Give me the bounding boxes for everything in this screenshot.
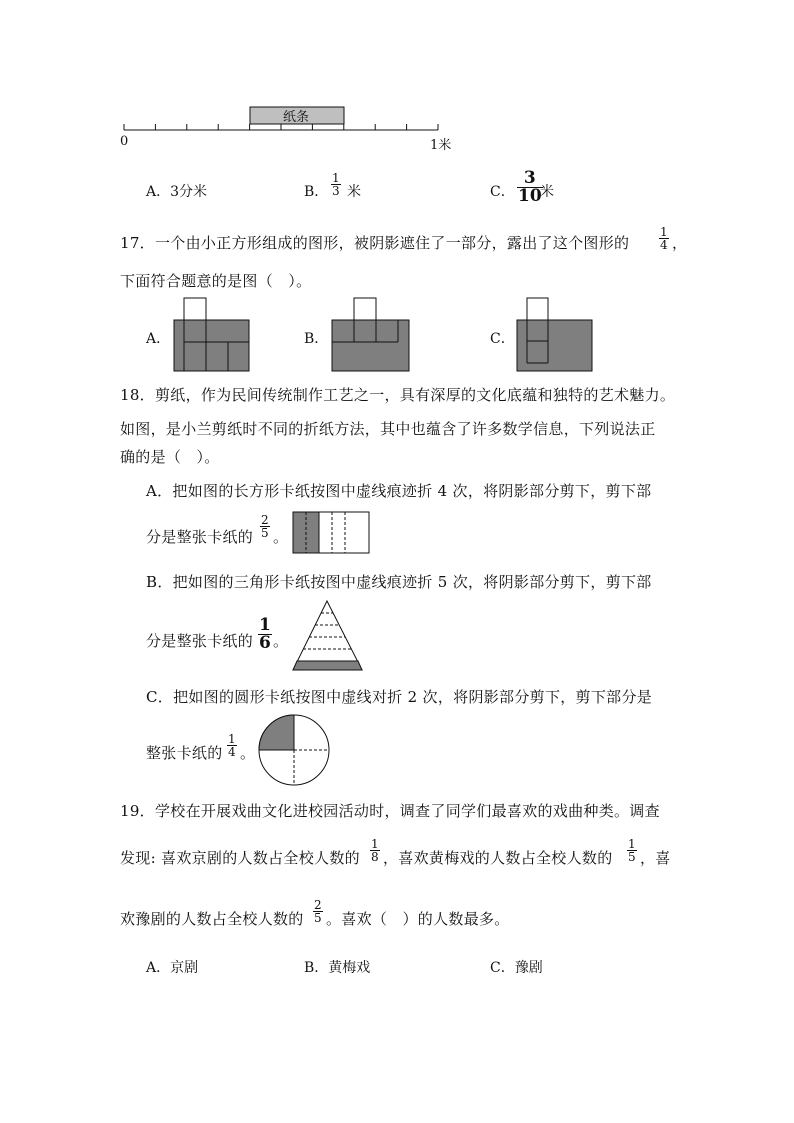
q17-option-c[interactable]: C． — [490, 331, 515, 347]
q17-option-a[interactable]: A． — [146, 331, 171, 347]
q16-option-c-unit: 米 — [540, 184, 554, 200]
q18-option-c-line1[interactable]: C．把如图的圆形卡纸按图中虚线对折 2 次，将阴影部分剪下，剪下部分是 — [146, 688, 653, 706]
fraction-numerator: 1 — [628, 837, 636, 851]
fraction-denominator: 10 — [518, 186, 542, 206]
fraction-denominator: 8 — [371, 850, 379, 864]
q18-option-c-line2: 整张卡纸的 — [146, 744, 223, 762]
option-letter: B． — [304, 184, 329, 200]
q19-stem-line2b: ，喜欢黄梅戏的人数占全校人数的 — [383, 849, 613, 867]
fraction-numerator: 1 — [371, 837, 379, 851]
q17-stem-line2: 下面符合题意的是图（ ）。 — [120, 272, 312, 290]
option-letter: B． — [304, 960, 329, 976]
q19-stem-line3b: 。喜欢（ ）的人数最多。 — [326, 910, 510, 928]
fraction-numerator: 1 — [228, 732, 236, 746]
fraction-numerator: 1 — [332, 171, 340, 185]
q18-stem-line3: 确的是（ ）。 — [120, 448, 220, 466]
q19-option-a[interactable] — [146, 957, 198, 977]
ruler-start-label: 0 — [120, 134, 129, 149]
option-letter: C． — [490, 184, 515, 200]
q19-fraction-jingju — [370, 838, 380, 863]
option-letter: A． — [146, 960, 171, 976]
q18-option-c-period: 。 — [240, 744, 256, 762]
fraction-denominator: 4 — [228, 745, 236, 759]
q18-option-b-line2: 分是整张卡纸的 — [146, 632, 254, 650]
option-text: 豫剧 — [514, 960, 543, 976]
q17-stem-line1-end: ， — [672, 234, 688, 252]
question-text: 17．一个由小正方形组成的图形，被阴影遮住了一部分，露出了这个图形的 — [120, 234, 630, 252]
fraction-denominator: 5 — [261, 526, 269, 540]
option-text: 3分米 — [170, 184, 208, 200]
q18-stem-line1: 18．剪纸，作为民间传统制作工艺之一，具有深厚的文化底蕴和独特的艺术魅力。 — [120, 386, 676, 404]
q18-option-a-period: 。 — [273, 528, 289, 546]
paper-strip-label: 纸条 — [283, 110, 310, 125]
q19-stem-line1: 19．学校在开展戏曲文化进校园活动时，调查了同学们最喜欢的戏曲种类。调查 — [120, 802, 660, 820]
q17-option-b[interactable]: B． — [304, 331, 329, 347]
option-letter: A． — [146, 184, 171, 200]
q18-option-b-line1[interactable]: B．把如图的三角形卡纸按图中虚线痕迹折 5 次，将阴影部分剪下，剪下部 — [146, 573, 652, 591]
q19-stem-line2a: 发现: 喜欢京剧的人数占全校人数的 — [120, 849, 360, 867]
q18-option-a-line2: 分是整张卡纸的 — [146, 528, 254, 546]
fraction-numerator: 1 — [259, 615, 271, 635]
q19-fraction-yuju — [313, 899, 323, 924]
fraction-denominator: 5 — [314, 911, 322, 925]
fraction-denominator: 3 — [332, 184, 340, 198]
fraction-numerator: 2 — [314, 898, 322, 912]
q18-option-b-period: 。 — [273, 632, 289, 650]
fraction-numerator: 1 — [660, 225, 668, 239]
q18-option-a-line1[interactable]: A．把如图的长方形卡纸按图中虚线痕迹折 4 次，将阴影部分剪下，剪下部 — [146, 482, 652, 500]
q16-option-b-unit: 米 — [347, 184, 361, 200]
fraction-denominator: 5 — [628, 850, 636, 864]
fraction-denominator: 4 — [660, 238, 668, 252]
option-text: 黄梅戏 — [328, 960, 371, 976]
q19-fraction-huangmei — [627, 838, 637, 863]
q19-option-b[interactable] — [304, 957, 370, 977]
q19-stem-line2c: ，喜 — [640, 849, 671, 867]
option-text: 京剧 — [170, 960, 199, 976]
fraction-numerator: 3 — [523, 168, 536, 188]
q19-option-c[interactable] — [490, 957, 543, 977]
q18-stem-line2: 如图，是小兰剪纸时不同的折纸方法，其中也蕴含了许多数学信息，下列说法正 — [120, 420, 656, 438]
fraction-denominator: 6 — [259, 633, 271, 653]
ruler-end-label: 1米 — [430, 138, 452, 153]
option-letter: C． — [490, 960, 515, 976]
q19-stem-line3a: 欢豫剧的人数占全校人数的 — [120, 910, 304, 928]
fraction-numerator: 2 — [261, 513, 269, 527]
